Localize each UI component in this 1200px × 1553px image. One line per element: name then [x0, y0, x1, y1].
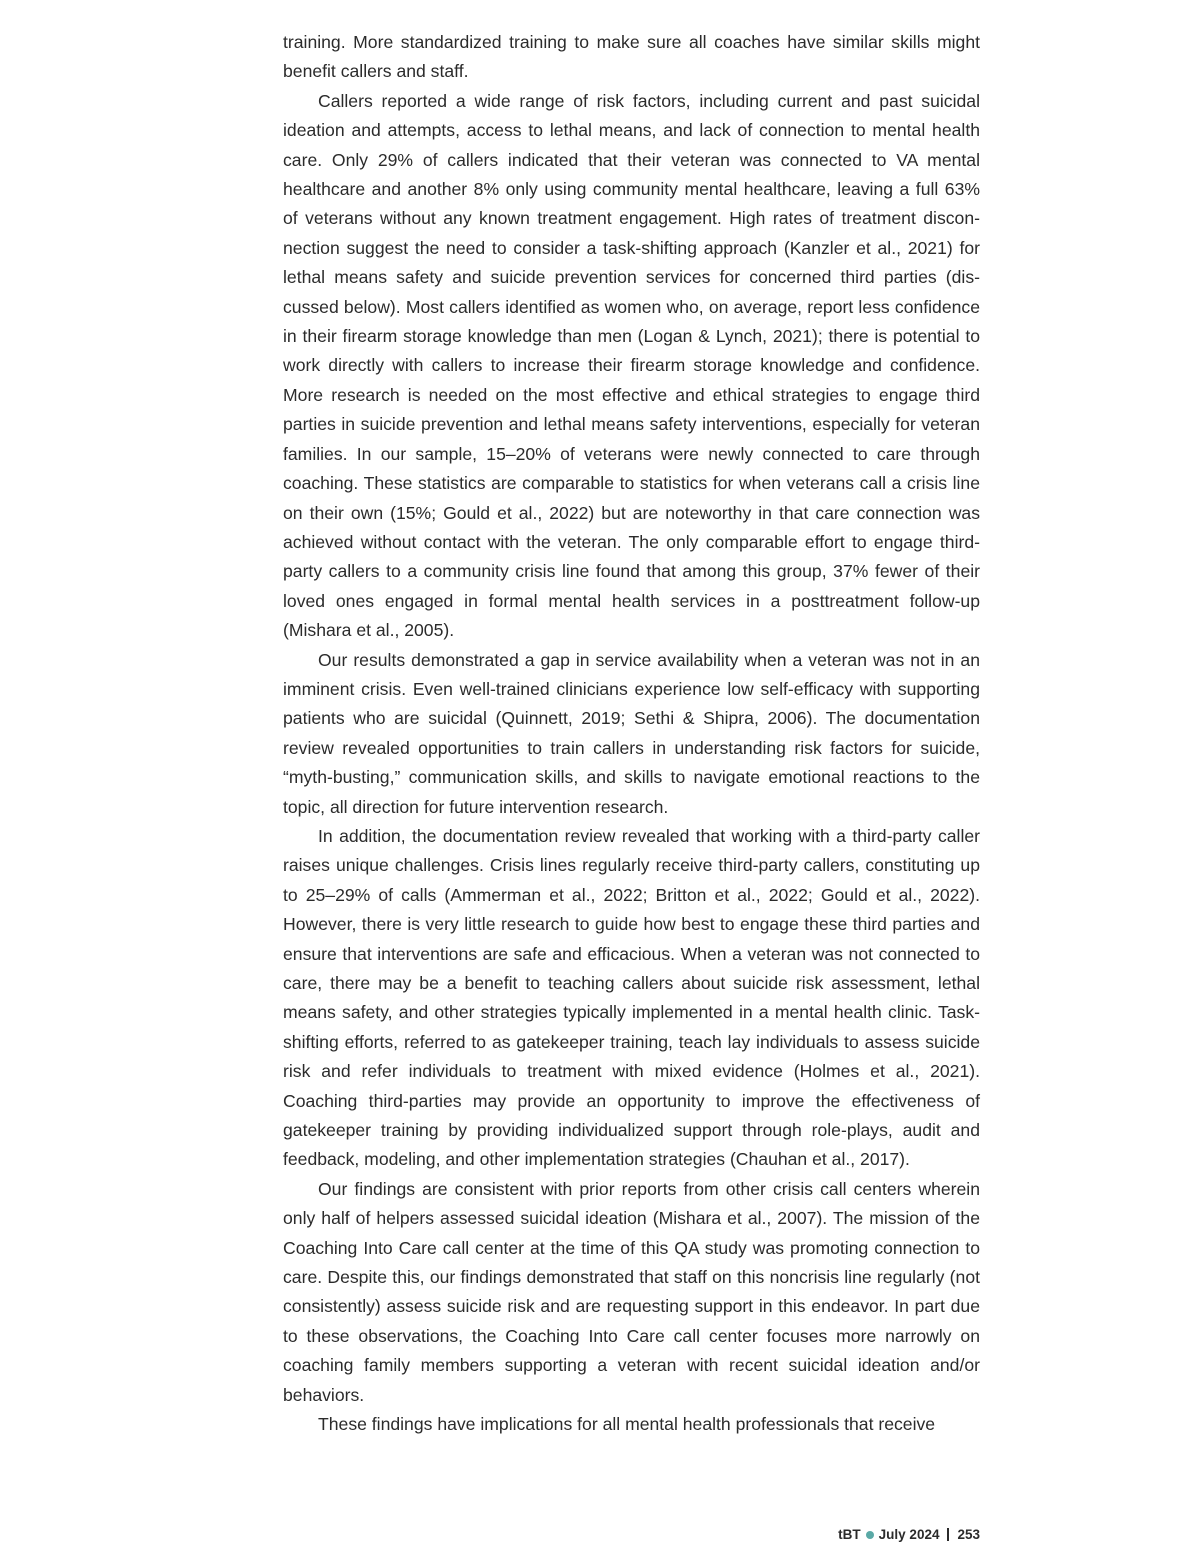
page-footer — [838, 1527, 980, 1542]
journal-name: tBT — [838, 1527, 861, 1542]
paragraph-risk-factors: Callers reported a wide range of risk factors, including current and past suicidal ideation and attempts, access to lethal means, and lack of connection to mental health care. Only 29% of callers indicated that their veteran was connected to VA mental healthcare and another 8% only using community mental healthcare, leaving a full 63% of veterans without any known treatment engagement. High rates of treatment disconnection suggest the need to consider a task-shifting approach (Kanzler et al., 2021) for lethal means safety and suicide prevention services for concerned third parties (discussed below). Most callers identified as women who, on average, report less confidence in their firearm storage knowledge than men (Logan & Lynch, 2021); there is potential to work directly with callers to increase their firearm storage knowledge and confidence. More research is needed on the most effective and ethical strategies to engage third parties in suicide prevention and lethal means safety interventions, especially for veteran families. In our sample, 15–20% of veterans were newly connected to care through coaching. These statistics are comparable to statistics for when veterans call a crisis line on their own (15%; Gould et al., 2022) but are noteworthy in that care connection was achieved without contact with the veteran. The only comparable effort to engage third-party callers to a community crisis line found that among this group, 37% fewer of their loved ones engaged in formal mental health services in a posttreatment follow-up (Mishara et al., 2005). — [283, 90, 980, 641]
paragraph-findings-consistent: Our findings are consistent with prior reports from other crisis call centers wherein only half of helpers assessed suicidal ideation (Mishara et al., 2007). The mission of the Coaching Into Care call center at the time of this QA study was promoting connection to care. Despite this, our findings demonstrated that staff on this noncrisis line regularly (not consistently) assess suicide risk and are requesting support in this endeavor. In part due to these observations, the Coaching Into Care call center focuses more narrowly on coaching family members supporting a veteran with recent suicidal ideation and/or behaviors. — [283, 1178, 980, 1405]
paragraph-implications: These findings have implications for all mental health professionals that receive — [318, 1414, 936, 1435]
paragraph-continuation: training. More standardized training to make sure all coaches have similar skills might benefit callers and staff. — [283, 32, 980, 82]
paragraph-third-party-challenges: In addition, the documentation review revealed that working with a third-party caller raises unique challenges. Crisis lines regularly receive third-party callers, constituting up to 25–29% of calls (Ammerman et al., 2022; Britton et al., 2022; Gould et al., 2022). However, there is very little research to guide how best to engage these third parties and ensure that interventions are safe and efficacious. When a veteran was not connected to care, there may be a benefit to teaching callers about suicide risk assessment, lethal means safety, and other strategies typically implemented in a mental health clinic. Task-shifting efforts, referred to as gatekeeper training, teach lay individuals to assess suicide risk and refer individuals to treatment with mixed evidence (Holmes et al., 2021). Coaching third-parties may provide an opportunity to improve the effectiveness of gatekeeper training by providing individualized support through role-plays, audit and feedback, modeling, and other implementation strategies (Chauhan et al., 2017). — [283, 825, 980, 1170]
article-body — [283, 28, 980, 1440]
bullet-dot-icon — [866, 1531, 874, 1539]
issue-date: July 2024 — [878, 1527, 940, 1542]
page-number: 253 — [957, 1527, 980, 1542]
paragraph-service-gap: Our results demonstrated a gap in service availability when a veteran was not in an imminent crisis. Even well-trained clinicians experience low self-efficacy with supporting patients who are suicidal (Quinnett, 2019; Sethi & Shipra, 2006). The documentation review revealed opportunities to train callers in understanding risk factors for suicide, “myth-busting,” communication skills, and skills to navigate emotional reactions to the topic, all direction for future intervention research. — [283, 649, 980, 817]
footer-divider — [947, 1528, 949, 1541]
